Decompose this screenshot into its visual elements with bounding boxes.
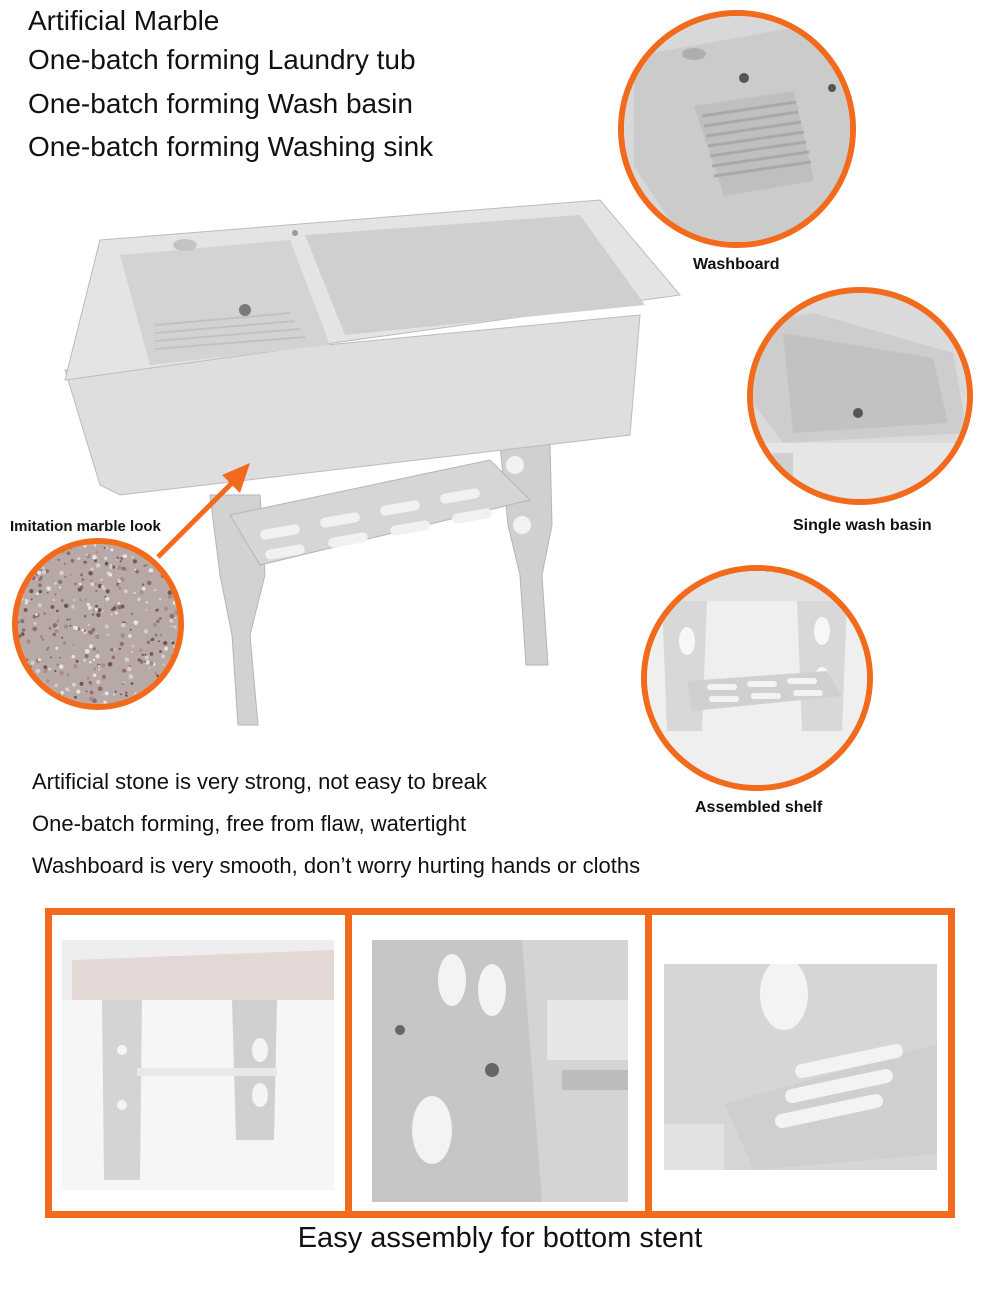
stent-photo-shelf-slots <box>664 964 937 1170</box>
feature-strong: Artificial stone is very strong, not easy to break <box>32 769 487 794</box>
caption-washboard: Washboard <box>693 256 780 273</box>
caption-single-wash-basin: Single wash basin <box>793 517 932 534</box>
caption-assembled-shelf: Assembled shelf <box>695 799 823 816</box>
heading-washing-sink: One-batch forming Washing sink <box>28 131 434 162</box>
panel-divider <box>645 908 652 1218</box>
heading-laundry-tub: One-batch forming Laundry tub <box>28 44 416 75</box>
washboard-closeup <box>618 10 856 248</box>
heading-artificial-marble: Artificial Marble <box>28 5 220 36</box>
stent-photo-front <box>62 940 334 1190</box>
assembled-shelf-closeup <box>641 565 873 791</box>
feature-watertight: One-batch forming, free from flaw, watertight <box>32 811 467 836</box>
pointer-arrow-icon <box>150 455 260 565</box>
marble-texture-closeup <box>12 538 184 710</box>
feature-smooth: Washboard is very smooth, don’t worry hurting hands or cloths <box>32 853 641 878</box>
caption-easy-assembly: Easy assembly for bottom stent <box>297 1222 703 1254</box>
caption-imitation-marble: Imitation marble look <box>10 518 161 535</box>
heading-wash-basin: One-batch forming Wash basin <box>28 88 413 119</box>
stent-photo-joint <box>372 940 628 1202</box>
panel-divider <box>345 908 352 1218</box>
single-basin-closeup <box>747 287 973 505</box>
